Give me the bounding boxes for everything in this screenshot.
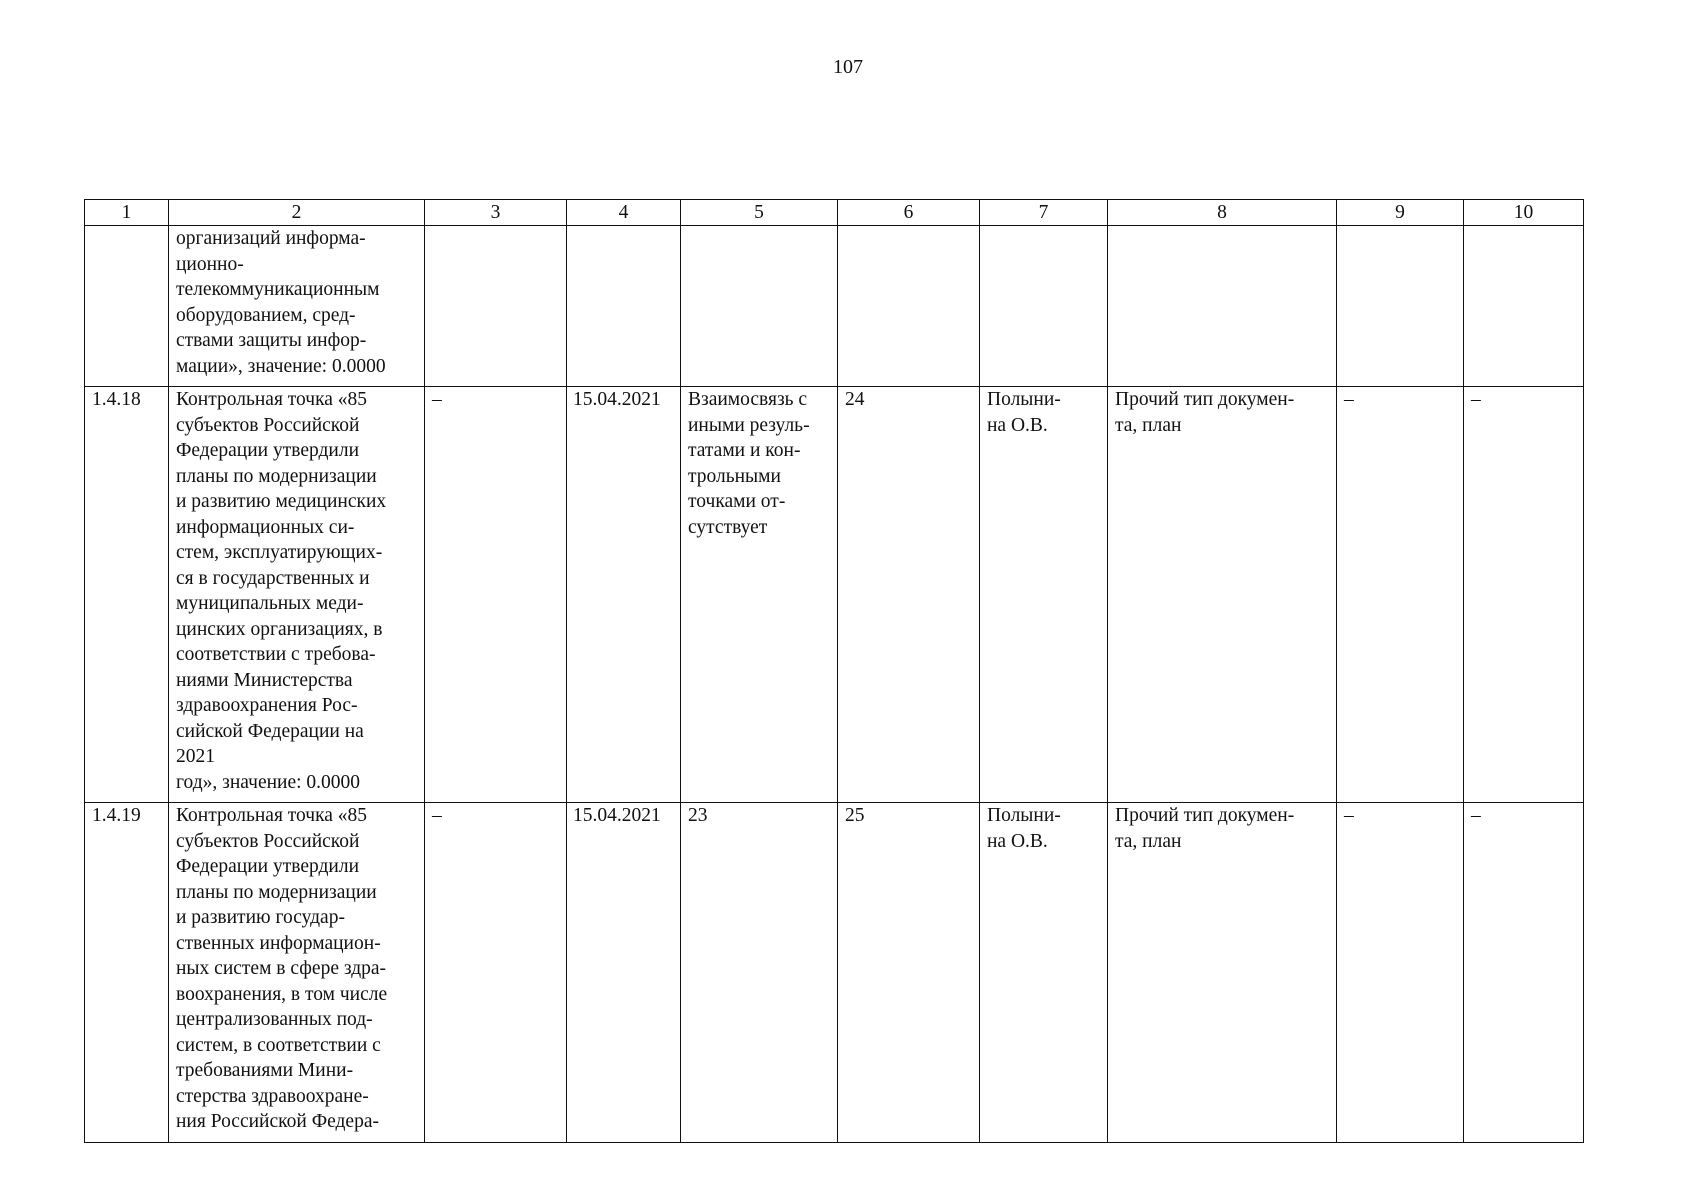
table-cell: – xyxy=(425,803,567,1143)
table-cell xyxy=(1464,226,1584,387)
table-cell: 1.4.18 xyxy=(85,387,169,803)
table-cell: – xyxy=(1337,803,1464,1143)
table-cell: – xyxy=(1464,387,1584,803)
table-row xyxy=(85,803,1584,1143)
table-cell: 15.04.2021 xyxy=(567,803,681,1143)
table-cell: Полыни- на О.В. xyxy=(980,387,1108,803)
column-header: 4 xyxy=(567,200,681,226)
table-row xyxy=(85,387,1584,803)
table-cell xyxy=(980,226,1108,387)
table-cell: 23 xyxy=(681,803,838,1143)
table-cell: 24 xyxy=(838,387,980,803)
column-header: 5 xyxy=(681,200,838,226)
table-cell: – xyxy=(1464,803,1584,1143)
table-cell: организаций информа- ционно- телекоммуникационным оборудованием, сред- ствами защиты инфор- мации», значение: 0.0000 xyxy=(169,226,425,387)
table-cell xyxy=(1337,226,1464,387)
table-row xyxy=(85,226,1584,387)
table-cell: – xyxy=(425,387,567,803)
table-cell: – xyxy=(1337,387,1464,803)
table-cell: Взаимосвязь с иными резуль- татами и кон- трольными точками от- сутствует xyxy=(681,387,838,803)
table-cell xyxy=(681,226,838,387)
column-header: 1 xyxy=(85,200,169,226)
table-cell xyxy=(85,226,169,387)
table-cell xyxy=(567,226,681,387)
table-cell: Полыни- на О.В. xyxy=(980,803,1108,1143)
table-header-row xyxy=(85,200,1584,226)
column-header: 8 xyxy=(1108,200,1337,226)
document-table xyxy=(84,199,1584,1143)
column-header: 2 xyxy=(169,200,425,226)
page-number: 107 xyxy=(833,56,863,78)
table-cell: 25 xyxy=(838,803,980,1143)
column-header: 7 xyxy=(980,200,1108,226)
column-header: 10 xyxy=(1464,200,1584,226)
table-cell: Прочий тип докумен- та, план xyxy=(1108,803,1337,1143)
table-cell: Контрольная точка «85 субъектов Российской Федерации утвердили планы по модернизации и развитию государ- ственных информацион- ных систем в сфере здра- воохранения, в том числе централизованных под- систем, в соответствии с требованиями Мини- стерства здравоохране- ния Российской Федера- xyxy=(169,803,425,1143)
table-cell xyxy=(425,226,567,387)
column-header: 3 xyxy=(425,200,567,226)
column-header: 6 xyxy=(838,200,980,226)
table-cell xyxy=(1108,226,1337,387)
column-header: 9 xyxy=(1337,200,1464,226)
table-cell: Прочий тип докумен- та, план xyxy=(1108,387,1337,803)
table-cell: 1.4.19 xyxy=(85,803,169,1143)
table-cell: Контрольная точка «85 субъектов Российской Федерации утвердили планы по модернизации и развитию медицинских информационных си- стем, эксплуатирующих- ся в государственных и муниципальных меди- цинских организациях, в соответствии с требова- ниями Министерства здравоохранения Рос- сийской Федерации на 2021 год», значение: 0.0000 xyxy=(169,387,425,803)
table-cell: 15.04.2021 xyxy=(567,387,681,803)
table-cell xyxy=(838,226,980,387)
